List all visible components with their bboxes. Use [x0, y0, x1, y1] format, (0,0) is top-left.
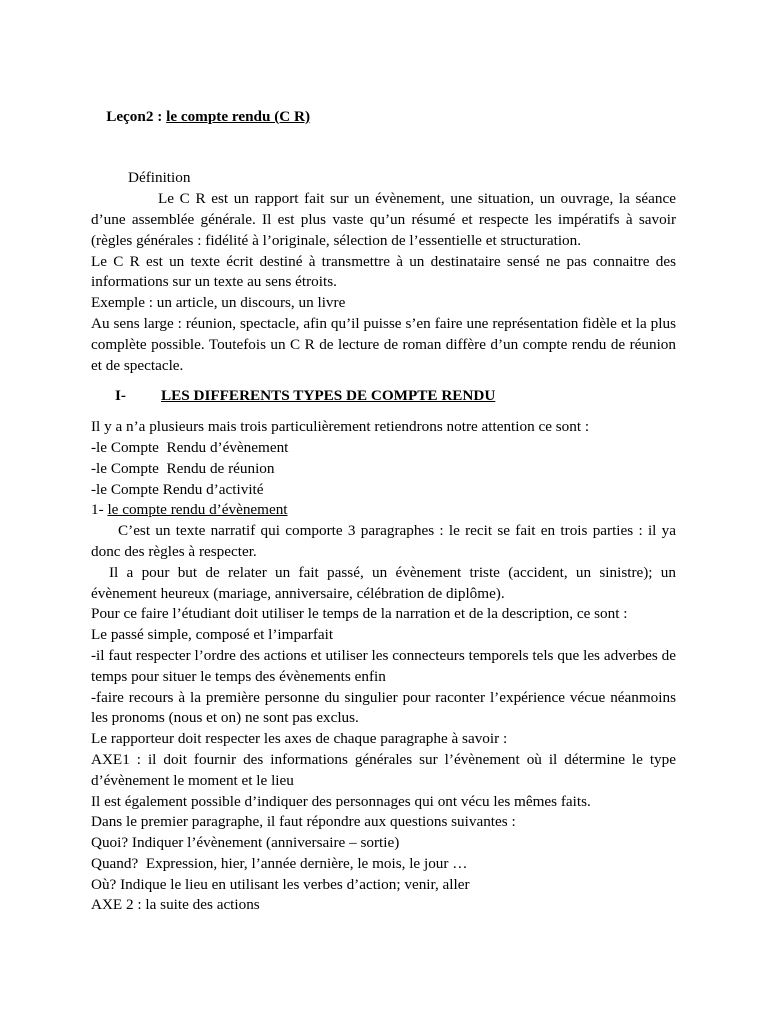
subsection-heading	[91, 500, 676, 521]
intro-paragraph-2: Le C R est un texte écrit destiné à transmettre à un destinataire sensé ne pas connaitre des informations sur un texte au sens étroits.	[91, 252, 676, 291]
definition-heading: Définition	[128, 169, 191, 187]
subsection-paragraph-14: AXE 2 : la suite des actions	[91, 896, 260, 914]
subsection-paragraph-8: AXE1 : il doit fournir des informations générales sur l’évènement où il détermine le type d’évènement le moment et le lieu	[91, 750, 676, 789]
intro-paragraph-3: Exemple : un article, un discours, un livre	[91, 294, 346, 312]
subsection-paragraph-3: Pour ce faire l’étudiant doit utiliser le temps de la narration et de la description, ce sont :	[91, 605, 628, 623]
section-line-1: Il y a n’a plusieurs mais trois particulièrement retiendrons notre attention ce sont :	[91, 418, 590, 436]
definition-paragraph: Le C R est un rapport fait sur un évènement, une situation, un ouvrage, la séance d’une assemblée générale. Il est plus vaste qu’un résumé et respecte les impératifs à savoir (règles générales : fidélité à l’originale, sélection de l’essentielle et structuration.	[91, 190, 676, 249]
subsection-paragraph-2: Il a pour but de relater un fait passé, un évènement triste (accident, un sinistre); un évènement heureux (mariage, anniversaire, célébration de diplôme).	[91, 563, 676, 602]
subsection-paragraph-9: Il est également possible d’indiquer des personnages qui ont vécu les mêmes faits.	[91, 792, 591, 810]
subsection-paragraph-5: -il faut respecter l’ordre des actions et utiliser les connecteurs temporels tels que les adverbes de temps pour situer le temps des évènements enfin	[91, 646, 676, 685]
section-number: I-	[115, 387, 126, 405]
subsection-paragraph-4: Le passé simple, composé et l’imparfait	[91, 626, 334, 644]
subsection-paragraph-1: C’est un texte narratif qui comporte 3 paragraphes : le recit se fait en trois parties : il ya donc des règles à respecter.	[91, 522, 676, 560]
subsection-paragraph-12: Quand? Expression, hier, l’année dernière, le mois, le jour …	[91, 854, 468, 872]
section-line-4: -le Compte Rendu d’activité	[91, 480, 264, 498]
subsection-title: le compte rendu d’évènement	[107, 501, 288, 519]
section-heading	[91, 386, 676, 407]
lesson-title-prefix: Leçon2 :	[106, 107, 167, 125]
subsection-paragraph-11: Quoi? Indiquer l’évènement (anniversaire – sortie)	[91, 834, 400, 852]
section-line-3: -le Compte Rendu de réunion	[91, 459, 275, 477]
subsection-paragraph-7: Le rapporteur doit respecter les axes de chaque paragraphe à savoir :	[91, 730, 508, 748]
section-line-2: -le Compte Rendu d’évènement	[91, 438, 289, 456]
intro-paragraph-4: Au sens large : réunion, spectacle, afin qu’il puisse s’en faire une représentation fidèle et la plus complète possible. Toutefois un C R de lecture de roman diffère d’un compte rendu de réunion et de spectacle.	[91, 314, 676, 374]
section-title: LES DIFFERENTS TYPES DE COMPTE RENDU	[161, 387, 496, 405]
subsection-prefix: 1-	[91, 501, 108, 519]
subsection-paragraph-6: -faire recours à la première personne du singulier pour raconter l’expérience vécue néanmoins les pronoms (nous et on) ne sont pas exclus.	[91, 688, 676, 727]
lesson-title-underlined: le compte rendu (C R)	[166, 107, 311, 125]
subsection-paragraph-10: Dans le premier paragraphe, il faut répondre aux questions suivantes :	[91, 813, 516, 831]
lesson-title	[91, 86, 676, 148]
subsection-paragraph-13: Où? Indique le lieu en utilisant les verbes d’action; venir, aller	[91, 875, 470, 893]
